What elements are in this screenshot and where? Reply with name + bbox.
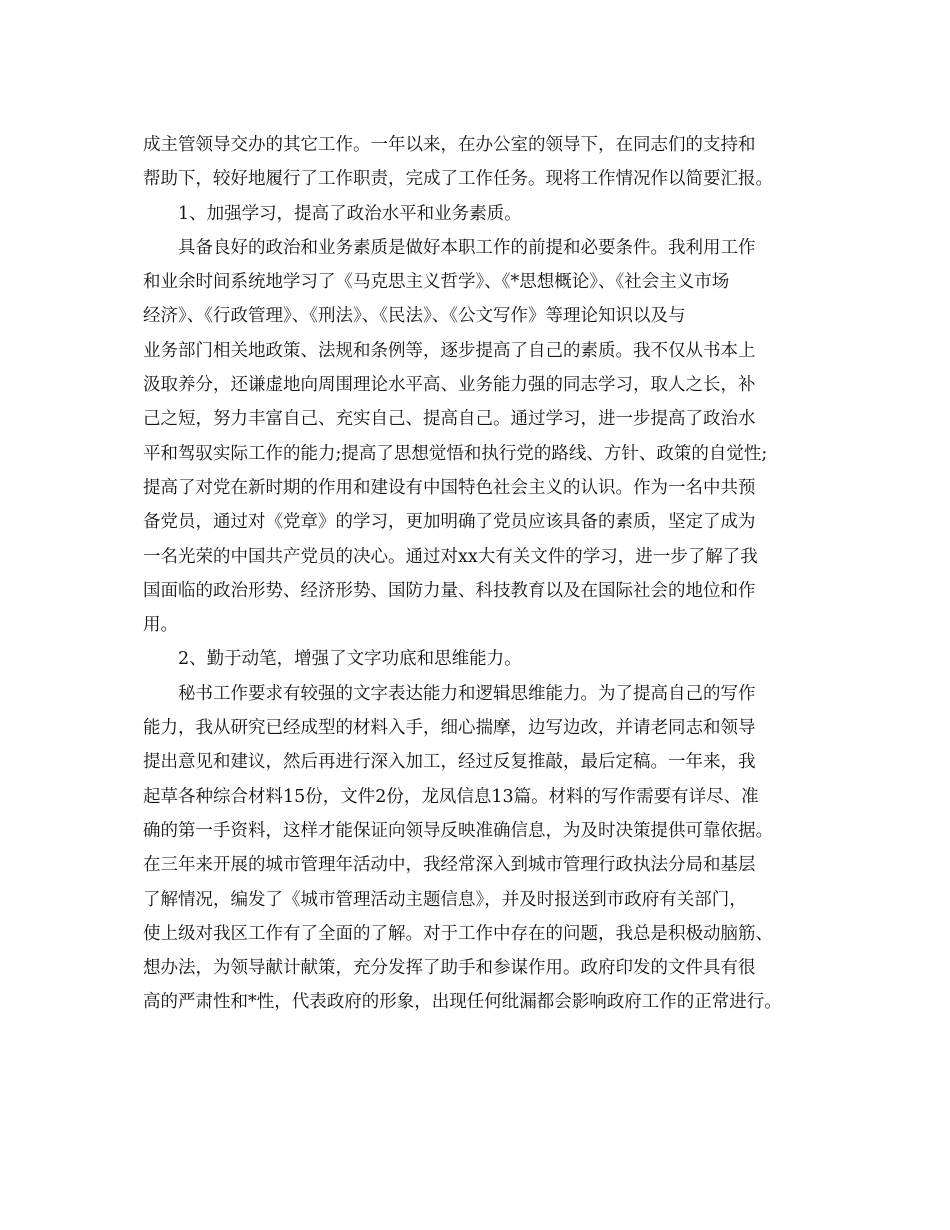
text-line: 和业余时间系统地学习了《马克思主义哲学》、《*思想概论》、《社会主义市场 [143, 272, 730, 293]
text-line: 己之短，努力丰富自己、充实自己、提高自己。通过学习，进一步提高了政治水 [143, 409, 756, 430]
text-line: 起草各种综合材料15份，文件2份，龙凤信息13篇。材料的写作需要有详尽、准 [143, 786, 759, 807]
text-line: 提高了对党在新时期的作用和建设有中国特色社会主义的认识。作为一名中共预 [143, 477, 756, 498]
body-text [143, 128, 833, 1020]
text-line: 确的第一手资料，这样才能保证向领导反映准确信息，为及时决策提供可靠依据。 [143, 820, 773, 841]
text-line: 帮助下，较好地履行了工作职责，完成了工作任务。现将工作情况作以简要汇报。 [143, 169, 773, 190]
text-line: 一名光荣的中国共产党员的决心。通过对xx大有关文件的学习，进一步了解了我 [143, 546, 758, 567]
text-line: 使上级对我区工作有了全面的了解。对于工作中存在的问题，我总是积极动脑筋、 [143, 923, 773, 944]
text-line: 汲取养分，还谦虚地向周围理论水平高、业务能力强的同志学习，取人之长，补 [143, 375, 756, 396]
section-heading: 1、加强学习，提高了政治水平和业务素质。 [178, 203, 522, 224]
text-line: 成主管领导交办的其它工作。一年以来，在办公室的领导下，在同志们的支持和 [143, 135, 756, 155]
text-line: 想办法，为领导献计献策，充分发挥了助手和参谋作用。政府印发的文件具有很 [143, 958, 756, 979]
text-line: 国面临的政治形势、经济形势、国防力量、科技教育以及在国际社会的地位和作 [143, 580, 756, 601]
text-line: 提出意见和建议，然后再进行深入加工，经过反复推敲，最后定稿。一年来，我 [143, 752, 756, 773]
text-line: 具备良好的政治和业务素质是做好本职工作的前提和必要条件。我利用工作 [178, 237, 756, 258]
section-heading: 2、勤于动笔，增强了文字功底和思维能力。 [178, 649, 522, 670]
text-line: 高的严肃性和*性，代表政府的形象，出现任何纰漏都会影响政府工作的正常进行。 [143, 992, 782, 1013]
text-line: 备党员，通过对《党章》的学习，更加明确了党员应该具备的素质，坚定了成为 [143, 512, 756, 533]
text-line: 平和驾驭实际工作的能力;提高了思想觉悟和执行党的路线、方针、政策的自觉性; [143, 443, 768, 464]
text-line: 经济》、《行政管理》、《刑法》、《民法》、《公文写作》等理论知识以及与 [143, 306, 686, 327]
text-line: 了解情况，编发了《城市管理活动主题信息》，并及时报送到市政府有关部门， [143, 889, 747, 910]
text-line: 用。 [143, 615, 178, 636]
text-line: 在三年来开展的城市管理年活动中，我经常深入到城市管理行政执法分局和基层 [143, 855, 756, 876]
text-line: 业务部门相关地政策、法规和条例等，逐步提高了自己的素质。我不仅从书本上 [143, 340, 756, 361]
text-line: 秘书工作要求有较强的文字表达能力和逻辑思维能力。为了提高自己的写作 [178, 683, 756, 704]
text-line: 能力，我从研究已经成型的材料入手，细心揣摩，边写边改，并请老同志和领导 [143, 718, 756, 739]
